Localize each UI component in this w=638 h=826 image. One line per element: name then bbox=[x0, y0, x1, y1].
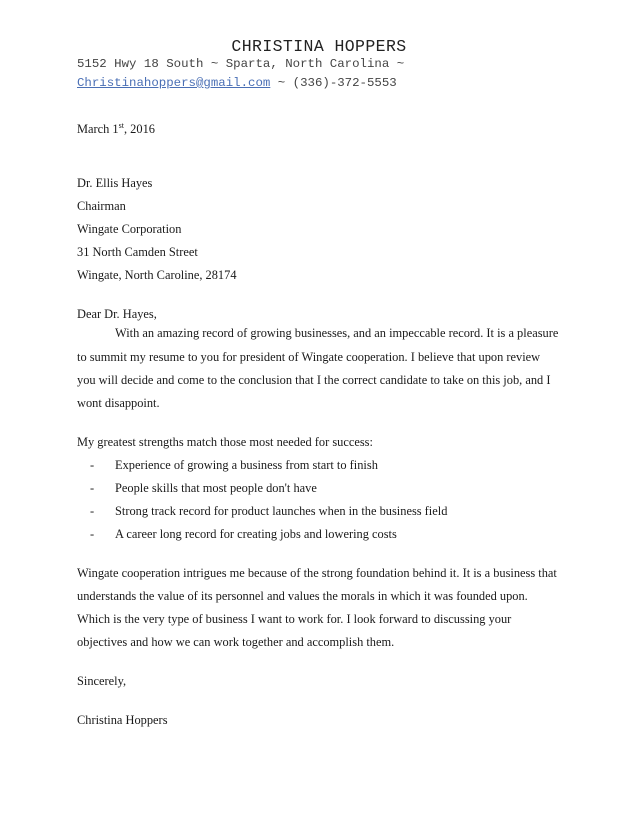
bullet-marker: - bbox=[90, 458, 95, 472]
list-item-text: Experience of growing a business from start to finish bbox=[115, 458, 378, 472]
bullet-marker: - bbox=[90, 504, 95, 518]
closing: Sincerely, bbox=[77, 674, 127, 688]
date-year: , 2016 bbox=[123, 122, 155, 136]
paragraph2-line: understands the value of its personnel and values the morals in which it was founded upon. bbox=[77, 589, 528, 603]
recipient-company: Wingate Corporation bbox=[77, 222, 182, 236]
bullet-marker: - bbox=[90, 527, 95, 541]
paragraph2-line: Which is the very type of business I want to work for. I look forward to discussing your bbox=[77, 612, 512, 626]
strengths-intro: My greatest strengths match those most needed for success: bbox=[77, 435, 373, 449]
list-item bbox=[90, 526, 397, 542]
sender-address: 5152 Hwy 18 South ~ Sparta, North Carolina ~ bbox=[77, 57, 405, 71]
salutation: Dear Dr. Hayes, bbox=[77, 307, 157, 321]
paragraph1-line: you will decide and come to the conclusion that I the correct candidate to take on this job, and I bbox=[77, 373, 551, 387]
sender-phone: ~ (336)-372-5553 bbox=[270, 76, 397, 90]
recipient-street: 31 North Camden Street bbox=[77, 245, 198, 259]
recipient-city: Wingate, North Caroline, 28174 bbox=[77, 268, 237, 282]
sender-email-link[interactable]: Christinahoppers@gmail.com bbox=[77, 76, 271, 90]
date-ordinal-suffix: st bbox=[118, 121, 124, 130]
list-item-text: People skills that most people don't have bbox=[115, 481, 317, 495]
list-item-text: Strong track record for product launches when in the business field bbox=[115, 504, 448, 518]
list-item bbox=[90, 457, 378, 473]
recipient-name: Dr. Ellis Hayes bbox=[77, 176, 153, 190]
date-month-day: March 1 bbox=[77, 122, 119, 136]
paragraph1-line: wont disappoint. bbox=[77, 396, 160, 410]
list-item bbox=[90, 503, 447, 519]
paragraph2-line: objectives and how we can work together and accomplish them. bbox=[77, 635, 395, 649]
paragraph1-line: to summit my resume to you for president of Wingate cooperation. I believe that upon review bbox=[77, 350, 541, 364]
list-item-text: A career long record for creating jobs and lowering costs bbox=[115, 527, 397, 541]
sender-contact-line bbox=[77, 76, 397, 90]
sender-name: CHRISTINA HOPPERS bbox=[231, 37, 407, 56]
signature-name: Christina Hoppers bbox=[77, 713, 168, 727]
letter-date bbox=[77, 121, 155, 137]
paragraph1-line: With an amazing record of growing businesses, and an impeccable record. It is a pleasure bbox=[115, 326, 559, 340]
paragraph2-line: Wingate cooperation intrigues me because of the strong foundation behind it. It is a business that bbox=[77, 566, 557, 580]
bullet-marker: - bbox=[90, 481, 95, 495]
recipient-title: Chairman bbox=[77, 199, 126, 213]
list-item bbox=[90, 480, 317, 496]
